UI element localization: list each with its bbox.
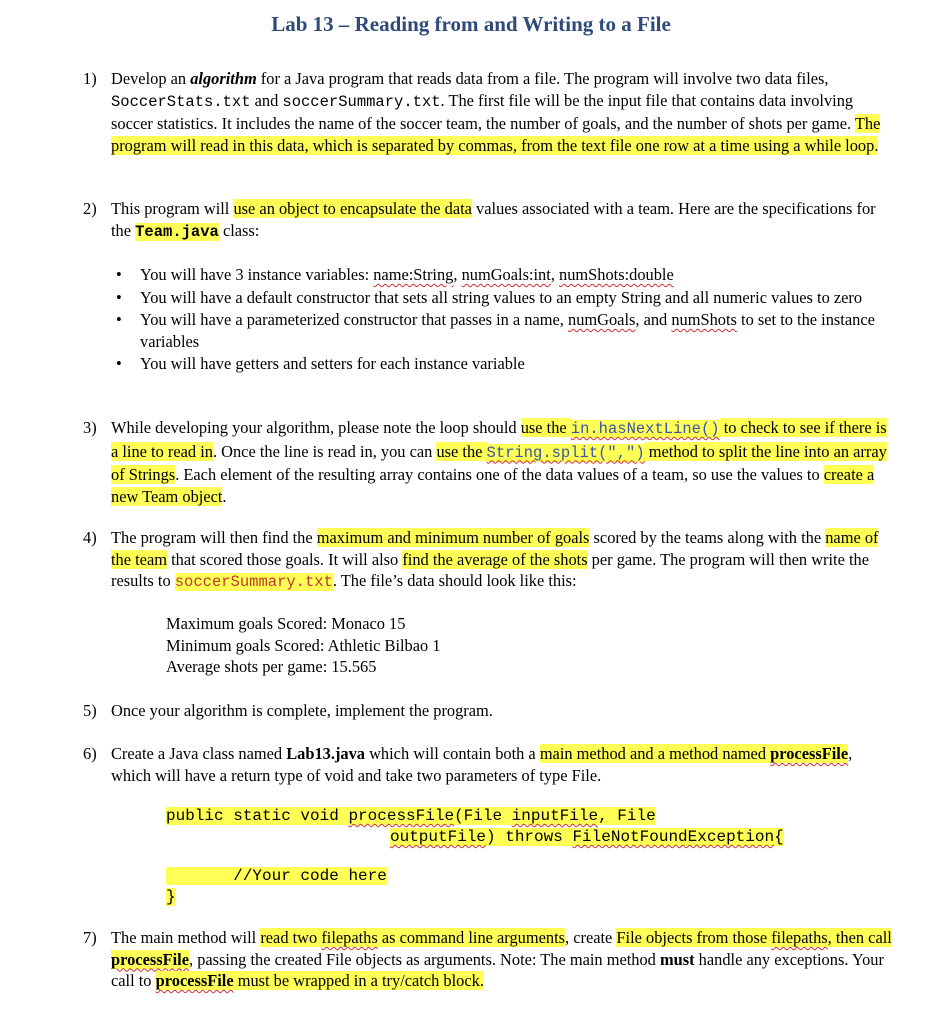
text: name:String: [373, 265, 454, 284]
item-number: 4): [83, 528, 97, 547]
highlight: use the: [436, 441, 487, 461]
code-token: inputFile: [511, 807, 599, 825]
item-5: [83, 700, 893, 722]
text: This program will: [111, 199, 234, 218]
item-6: [83, 743, 893, 786]
item-text: [111, 927, 893, 992]
text: You will have getters and setters for each instance variable: [140, 354, 525, 374]
text: ,: [453, 265, 462, 284]
highlight: to check to see if there is a line to read in: [111, 418, 887, 461]
list-item: • You will have 3 instance variables: name:String, numGoals:int, numShots:double: [116, 265, 674, 284]
sample-output: [166, 613, 441, 678]
code-comment: [166, 866, 387, 887]
highlight: filepaths: [771, 928, 828, 947]
code-block: [166, 806, 656, 827]
highlight: read two: [260, 928, 322, 947]
item-text: Once your algorithm is complete, implement the program.: [111, 701, 493, 720]
text: You will have a default constructor that sets all string values to an empty String and all numeric values to zero: [140, 287, 863, 307]
highlight: File objects from those: [616, 928, 772, 947]
code-token: outputFile: [390, 828, 487, 846]
list-item: • You will have a parameterized constructor that passes in a name, numGoals, and numShots to set to the instance variables: [116, 310, 875, 351]
highlight: The program will read in this data, which is separated by commas, from the text file one row at a time using a while loop.: [111, 114, 881, 155]
text: values associated with a team. Here are the specifications for the: [111, 199, 876, 240]
highlight: as command line arguments: [377, 928, 566, 947]
text: Create a Java class named: [111, 744, 287, 763]
highlight: processFile: [770, 744, 849, 763]
item-number: 6): [83, 744, 97, 763]
text: The program will then find the: [111, 528, 317, 547]
text: While developing your algorithm, please note the loop should: [111, 418, 521, 437]
code-line: [166, 807, 656, 825]
code-token: //Your code here: [233, 867, 387, 885]
list-item: • You will have a default constructor that sets all string values to an empty String and all numeric values to zero: [116, 287, 863, 307]
text: that scored those goals. It will also: [166, 549, 403, 569]
code-token: ) throws: [486, 828, 573, 846]
code-token: FileNotFoundException: [572, 828, 775, 846]
page-title: Lab 13 – Reading from and Writing to a File: [271, 12, 671, 36]
code-token: public static void: [166, 807, 349, 825]
text: , create: [565, 928, 617, 947]
item-1: [83, 68, 893, 156]
class-name: Team.java: [135, 222, 219, 241]
highlight: main method and a method named: [539, 744, 771, 763]
code-line: [390, 828, 784, 846]
highlight: name of the team: [111, 528, 879, 569]
text: . The first file will be the input file that contains data involving soccer statistics. It includes the name of the soccer team, the number of goals, and the number of shots per game.: [111, 90, 855, 134]
text: You will have a parameterized constructor that passes in a name,: [140, 310, 568, 330]
text: which will contain both a: [365, 744, 540, 763]
text: . Once the line is read in, you can: [212, 441, 437, 461]
code-token: processFile: [348, 807, 455, 825]
text: . Each element of the resulting array contains one of the data values of a team, so use the values to: [175, 465, 824, 485]
item-number: 2): [83, 199, 97, 218]
text: , which will have a return type of void and take two parameters of type File.: [111, 744, 853, 785]
code-snippet: in.hasNextLine(): [570, 420, 720, 438]
sample-line: Minimum goals Scored: Athletic Bilbao 1: [166, 635, 441, 655]
highlight: maximum and minimum number of goals: [316, 528, 590, 547]
text: and: [250, 90, 283, 110]
code-token: {: [774, 828, 784, 846]
code-close: [166, 887, 176, 908]
list-item: • You will have getters and setters for each instance variable: [116, 354, 525, 374]
highlight: use an object to encapsulate the data: [233, 199, 472, 218]
text: per game. The program will then write the results to: [111, 549, 870, 591]
text: .: [222, 486, 227, 506]
code-token: , File: [598, 807, 656, 825]
highlight: must be wrapped in a try/catch block.: [233, 971, 484, 991]
item-number: 5): [83, 701, 97, 720]
item-text: [111, 527, 893, 594]
text: ,: [550, 265, 560, 284]
text: numGoals: [568, 310, 636, 330]
filename: soccerSummary.txt: [282, 92, 441, 111]
highlight: , then call: [827, 928, 892, 947]
highlight: processFile: [155, 971, 234, 991]
highlight: filepaths: [321, 928, 378, 947]
item-text: [111, 743, 893, 786]
item-3: [83, 417, 893, 507]
text: numShots: [671, 310, 737, 330]
text: scored by the teams along with the: [589, 528, 826, 547]
code-snippet: String.split(","): [486, 443, 645, 462]
item-2: [83, 198, 893, 243]
text: numShots:double: [559, 265, 674, 284]
filename: soccerSummary.txt: [174, 573, 333, 592]
text: The main method will: [111, 928, 261, 947]
item-number: 7): [83, 928, 97, 947]
highlight: method to split the line into an array of Strings: [111, 441, 887, 485]
emphasis-must: must: [659, 949, 695, 969]
highlight: use the: [520, 418, 571, 437]
bullet-list: [108, 264, 888, 376]
item-number: 1): [83, 69, 97, 88]
item-7: [83, 927, 893, 992]
text: . The file’s data should look like this:: [332, 571, 577, 591]
text: , passing the created File objects as arguments. Note: The main method: [189, 949, 660, 969]
item-text: [111, 198, 893, 243]
text: numGoals:int: [461, 265, 551, 284]
item-4: [83, 527, 893, 594]
highlight: create a new Team object: [111, 465, 875, 506]
filename: SoccerStats.txt: [111, 92, 251, 111]
class-name: Lab13.java: [286, 744, 365, 763]
highlight: processFile: [111, 949, 189, 969]
code-line: [166, 867, 387, 885]
highlight: find the average of the shots: [402, 549, 588, 569]
code-block: [390, 827, 784, 848]
emphasis-algorithm: algorithm: [190, 69, 257, 88]
code-token: (File: [454, 807, 512, 825]
sample-line: Average shots per game: 15.565: [166, 657, 377, 677]
code-token: }: [166, 888, 176, 906]
text: handle any exceptions. Your call to: [111, 949, 884, 991]
item-number: 3): [83, 418, 97, 437]
text: , and: [635, 310, 672, 330]
text: to set to the instance variables: [140, 310, 875, 351]
text: You will have 3 instance variables:: [140, 265, 374, 284]
text: Develop an: [111, 69, 191, 88]
sample-line: Maximum goals Scored: Monaco 15: [166, 614, 406, 633]
text: class:: [218, 220, 260, 240]
text: for a Java program that reads data from a file. The program will involve two data files,: [256, 69, 829, 88]
item-text: [111, 68, 893, 156]
item-text: [111, 417, 893, 507]
